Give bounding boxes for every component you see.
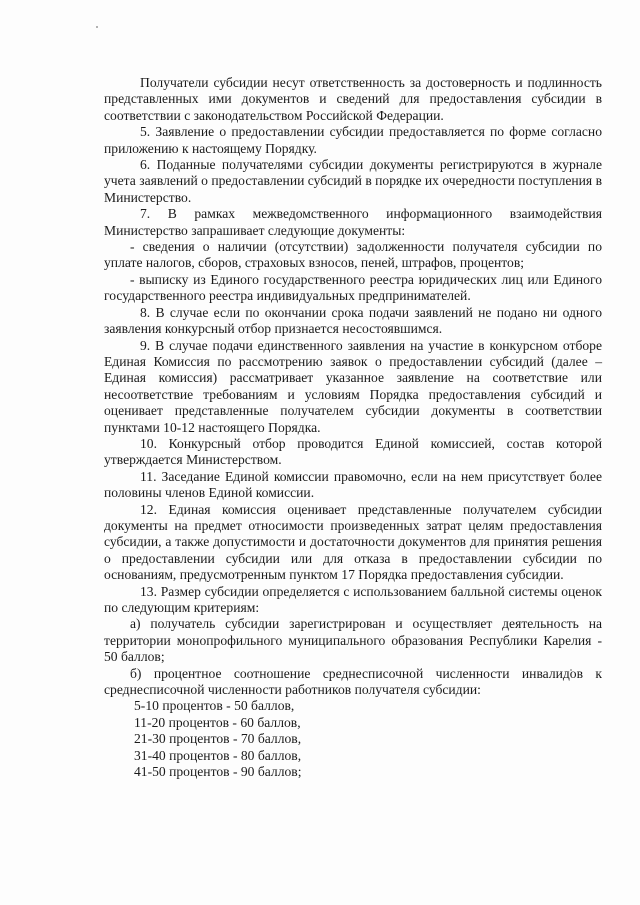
paragraph-7: 7. В рамках межведомственного информационного взаимодействия Министерство запрашивает следующие документы:	[104, 206, 602, 238]
paragraph-10: 10. Конкурсный отбор проводится Единой комиссией, состав которой утверждается Министерством.	[104, 435, 602, 468]
paragraph-5: 5. Заявление о предоставлении субсидии предоставляется по форме согласно приложению к настоящему Порядку.	[104, 124, 602, 156]
score-line: 41-50 процентов - 90 баллов;	[134, 764, 302, 780]
paragraph-9: 9. В случае подачи единственного заявления на участие в конкурсном отборе Единая Комиссия по рассмотрению заявок о предоставлении субсидий (далее – Единая комиссия) рассматривает указанное заявление на соответствие или несоответствие требованиям и условиям Порядка предоставления субсидий и оценивает представленные получателем субсидии документы в соответствии пунктами 10-12 настоящего Порядка.	[104, 337, 602, 435]
score-line: 11-20 процентов - 60 баллов,	[134, 714, 301, 730]
paragraph-responsibility: Получатели субсидии несут ответственность за достоверность и подлинность представленных ими документов и сведений для предоставления субсидии в соответствии с законодательством Российской Федерации.	[104, 75, 602, 123]
paragraph-11: 11. Заседание Единой комиссии правомочно, если на нем присутствует более половины членов Единой комиссии.	[104, 468, 602, 501]
paragraph-13-criterion-a: а) получатель субсидии зарегистрирован и осуществляет деятельность на территории монопрофильного муниципального образования Республики Карелия - 50 баллов;	[104, 616, 602, 665]
paragraph-13: 13. Размер субсидии определяется с использованием балльной системы оценок по следующим критериям:	[104, 583, 602, 615]
paragraph-6: 6. Поданные получателями субсидии документы регистрируются в журнале учета заявлений о предоставлении субсидий в порядке их очередности поступления в Министерство.	[104, 157, 603, 205]
paragraph-7-item-tax-debt: - сведения о наличии (отсутствии) задолженности получателя субсидии по уплате налогов, сборов, страховых взносов, пеней, штрафов, процентов;	[104, 239, 602, 271]
score-line: 31-40 процентов - 80 баллов,	[134, 747, 302, 763]
paragraph-8: 8. В случае если по окончании срока подачи заявлений не подано ни одного заявления конкурсный отбор признается несостоявшимся.	[104, 304, 602, 337]
paragraph-7-item-registry-extract: - выписку из Единого государственного реестра юридических лиц или Единого государственного реестра индивидуальных предпринимателей.	[104, 271, 602, 304]
scan-speck	[96, 26, 98, 28]
score-line: 21-30 процентов - 70 баллов,	[134, 731, 302, 747]
paragraph-13-criterion-b: б) процентное соотношение среднесписочной численности инвалидов к среднесписочной численности работников получателя субсидии:	[104, 665, 602, 698]
score-line: 5-10 процентов - 50 баллов,	[134, 698, 295, 714]
document-body	[104, 75, 602, 780]
paragraph-12: 12. Единая комиссия оценивает представленные получателем субсидии документы на предмет относимости произведенных затрат целям предоставления субсидии, а также допустимости и достаточности документов для принятия решения о предоставлении субсидии или для отказа в предоставлении субсидии по основаниям, предусмотренным пунктом 17 Порядка предоставления субсидии.	[104, 501, 602, 583]
